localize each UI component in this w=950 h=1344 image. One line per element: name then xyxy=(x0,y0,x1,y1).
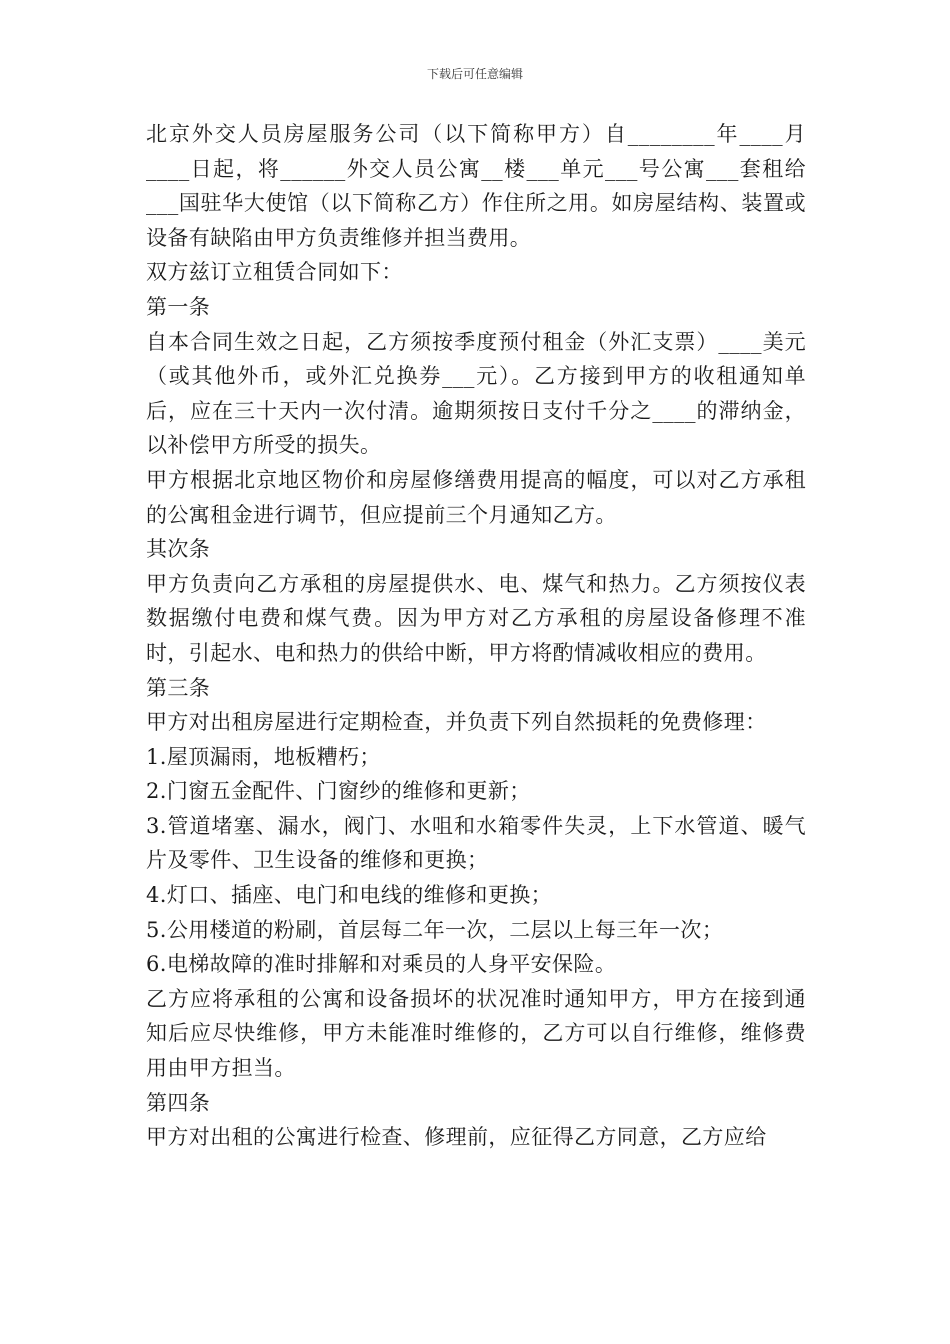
article-1-paragraph-rent: 自本合同生效之日起，乙方须按季度预付租金（外汇支票）____美元（或其他外币，或外汇兑换券___元）。乙方接到甲方的收租通知单后，应在三十天内一次付清。逾期须按日支付千分之____的滞纳金，以补偿甲方所受的损失。 xyxy=(146,329,806,458)
intro-paragraph: 北京外交人员房屋服务公司（以下简称甲方）自________年____月____日起，将______外交人员公寓__楼___单元___号公寓___套租给___国驻华大使馆（以下简称乙方）作住所之用。如房屋结构、装置或设备有缺陷由甲方负责维修并担当费用。 xyxy=(146,122,806,250)
page-header-note: 下载后可任意编辑 xyxy=(426,67,523,81)
contract-body xyxy=(146,117,806,1155)
article-1-paragraph-adjustment: 甲方根据北京地区物价和房屋修缮费用提高的幅度，可以对乙方承租的公寓租金进行调节，但应提前三个月通知乙方。 xyxy=(146,467,806,527)
article-3-heading: 第三条 xyxy=(146,675,211,700)
article-1-heading: 第一条 xyxy=(146,294,211,319)
article-4-paragraph-consent: 甲方对出租的公寓进行检查、修理前，应征得乙方同意，乙方应给 xyxy=(146,1125,767,1150)
list-item-3: 3.管道堵塞、漏水，阀门、水咀和水箱零件失灵，上下水管道、暖气片及零件、卫生设备的维修和更换； xyxy=(146,813,806,873)
article-3-paragraph-notification: 乙方应将承租的公寓和设备损坏的状况准时通知甲方，甲方在接到通知后应尽快维修，甲方未能准时维修的，乙方可以自行维修，维修费用由甲方担当。 xyxy=(146,986,806,1081)
list-item-2: 2.门窗五金配件、门窗纱的维修和更新； xyxy=(146,779,531,804)
article-4-heading: 第四条 xyxy=(146,1090,211,1115)
article-3-paragraph-inspection: 甲方对出租房屋进行定期检查，并负责下列自然损耗的免费修理： xyxy=(146,710,767,735)
list-item-5: 5.公用楼道的粉刷，首层每二年一次，二层以上每三年一次； xyxy=(146,917,724,942)
list-item-6: 6.电梯故障的准时排解和对乘员的人身平安保险。 xyxy=(146,952,617,977)
article-2-paragraph-utilities: 甲方负责向乙方承租的房屋提供水、电、煤气和热力。乙方须按仪表数据缴付电费和煤气费。因为甲方对乙方承租的房屋设备修理不准时，引起水、电和热力的供给中断，甲方将酌情减收相应的费用。 xyxy=(146,571,806,665)
list-item-4: 4.灯口、插座、电门和电线的维修和更换； xyxy=(146,883,553,908)
list-item-1: 1.屋顶漏雨，地板糟朽； xyxy=(146,744,381,769)
article-2-heading: 其次条 xyxy=(146,537,211,562)
agreement-statement: 双方兹订立租赁合同如下： xyxy=(146,260,403,285)
